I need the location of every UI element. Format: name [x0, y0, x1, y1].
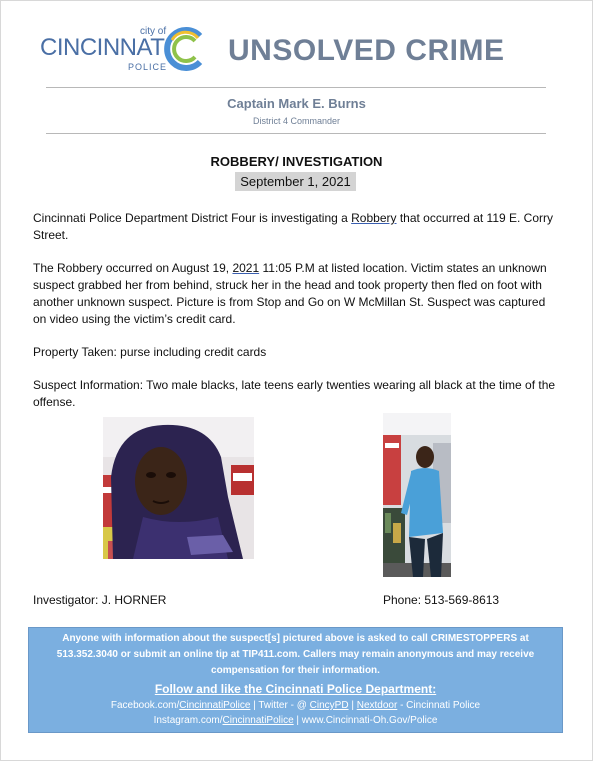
bulletin-heading: ROBBERY/ INVESTIGATION [210, 154, 383, 169]
facebook-label: Facebook.com/ [110, 700, 180, 711]
social-links [29, 698, 562, 728]
twitter-link[interactable]: CincyPD [309, 700, 349, 711]
detail-text-b: 11:05 P.M at listed location. Victim states an unknown suspect grabbed her from behind, struck her in the head and took property then fled on foot with another unknown suspect. Picture is from Stop and Go on W McMillan St. Suspect was captured on video using the victim’s credit card. [33, 261, 547, 326]
phone-label: Phone: 513-569-8613 [383, 593, 500, 607]
logo-city-text: city of [140, 26, 167, 37]
detail-year: 2021 [232, 261, 260, 275]
facebook-link[interactable]: CincinnatiPolice [179, 700, 251, 711]
social-line-1 [29, 698, 562, 713]
crimestoppers-message: Anyone with information about the suspect[s] pictured above is asked to call CRIMESTOPPERS at 513.352.3040 or submit an online tip at TIP411.com. Callers may remain anonymous and may receive compensation for their information. [56, 633, 535, 676]
intro-text-a: Cincinnati Police Department District Four is investigating a [33, 211, 352, 225]
header-divider-bottom [46, 133, 546, 134]
detail-paragraph [33, 260, 561, 328]
crimestoppers-footer [28, 627, 563, 733]
nextdoor-link[interactable]: Nextdoor [356, 700, 398, 711]
follow-heading: Follow and like the Cincinnati Police Department: [154, 682, 437, 696]
intro-paragraph [33, 210, 561, 244]
instagram-label: Instagram.com/ [153, 715, 223, 726]
bulletin-date: September 1, 2021 [235, 172, 356, 191]
commander-title: District 4 Commander [252, 116, 341, 126]
nextdoor-label: - Cincinnati Police [397, 700, 481, 711]
suspect-photo-full [383, 413, 451, 577]
twitter-label: | Twitter - @ [250, 700, 310, 711]
social-line-2 [29, 713, 562, 728]
suspect-paragraph: Suspect Information: Two male blacks, late teens early twenties wearing all black at the time of the offense. [33, 378, 556, 409]
logo-c-emblem-icon [162, 26, 208, 72]
logo-name-text: CINCINNATI [40, 34, 171, 61]
investigator-label: Investigator: J. HORNER [33, 593, 167, 607]
logo-police-text: POLICE [128, 62, 168, 72]
header-divider-top [46, 87, 546, 88]
intro-text-b: that occurred at 119 E. Corry Street. [33, 211, 554, 242]
website-link[interactable]: | www.Cincinnati-Oh.Gov/Police [293, 715, 438, 726]
captain-name: Captain Mark E. Burns [227, 96, 366, 111]
property-paragraph: Property Taken: purse including credit cards [33, 345, 267, 359]
cincinnati-police-logo [40, 26, 210, 76]
separator: | [348, 700, 357, 711]
detail-text-a: The Robbery occurred on August 19, [33, 261, 233, 275]
robbery-term: Robbery [351, 211, 397, 225]
suspect-photo-closeup [103, 417, 254, 559]
instagram-link[interactable]: CincinnatiPolice [222, 715, 294, 726]
page-title: UNSOLVED CRIME [228, 34, 505, 67]
